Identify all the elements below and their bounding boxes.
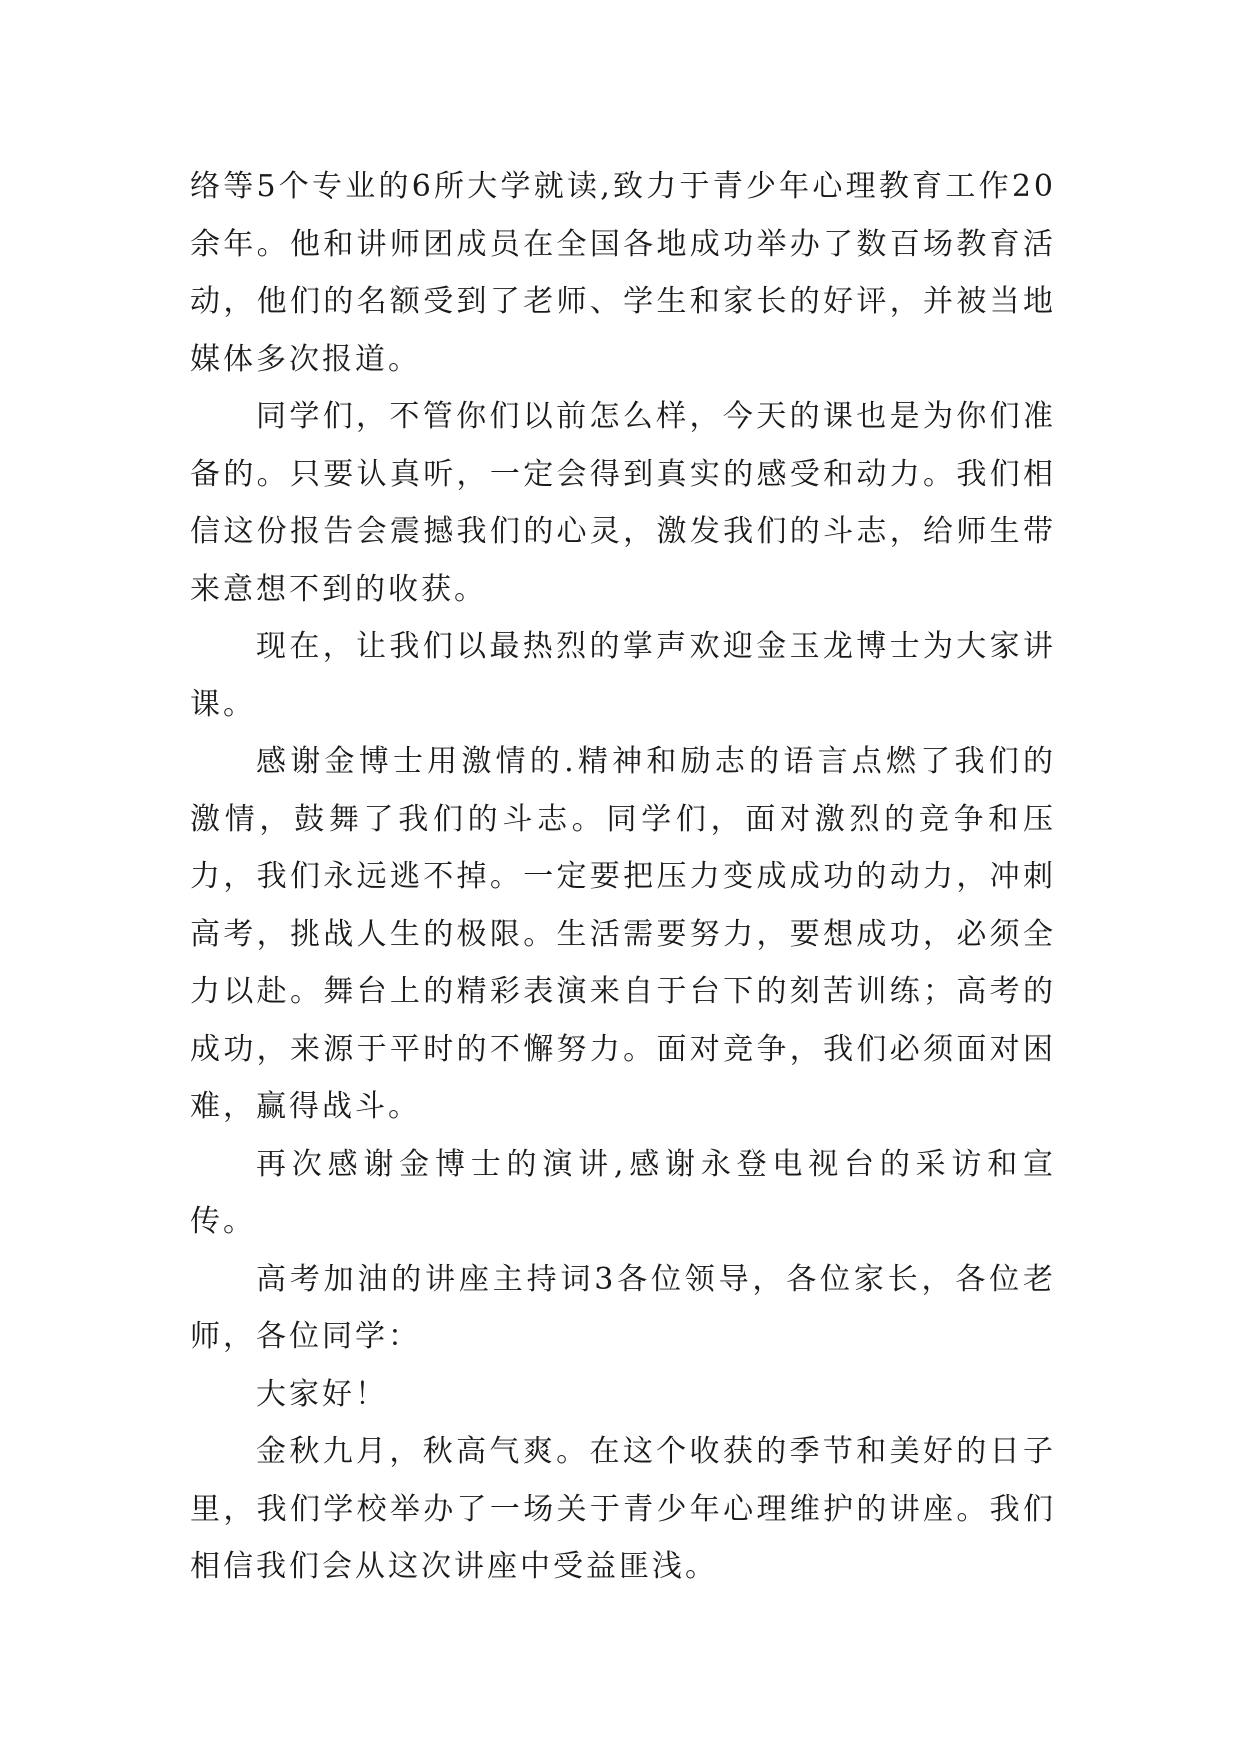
paragraph-address-students: 同学们，不管你们以前怎么样，今天的课也是为你们准备的。只要认真听，一定会得到真实的感受和动力。我们相信这份报告会震撼我们的心灵，激发我们的斗志，给师生带来意想不到的收获。 [190,399,1056,607]
paragraph-section-heading: 高考加油的讲座主持词3各位领导，各位家长，各位老师，各位同学： [190,1261,1056,1354]
paragraph-greeting: 大家好！ [256,1376,388,1412]
paragraph-thanks-again: 再次感谢金博士的演讲,感谢永登电视台的采访和宣传。 [190,1146,1056,1239]
document-body [190,158,1056,1596]
paragraph-thanks-speaker: 感谢金博士用激情的.精神和励志的语言点燃了我们的激情，鼓舞了我们的斗志。同学们，面对激烈的竞争和压力，我们永远逃不掉。一定要把压力变成成功的动力，冲刺高考，挑战人生的极限。生活需要努力，要想成功，必须全力以赴。舞台上的精彩表演来自于台下的刻苦训练；高考的成功，来源于平时的不懈努力。面对竞争，我们必须面对困难，赢得战斗。 [190,744,1056,1124]
paragraph-welcome-speaker: 现在，让我们以最热烈的掌声欢迎金玉龙博士为大家讲课。 [190,629,1056,722]
paragraph-intro-continued: 络等5个专业的6所大学就读,致力于青少年心理教育工作20余年。他和讲师团成员在全国各地成功举办了数百场教育活动，他们的名额受到了老师、学生和家长的好评，并被当地媒体多次报道。 [190,169,1056,377]
paragraph-opening: 金秋九月，秋高气爽。在这个收获的季节和美好的日子里，我们学校举办了一场关于青少年心理维护的讲座。我们相信我们会从这次讲座中受益匪浅。 [190,1434,1056,1584]
